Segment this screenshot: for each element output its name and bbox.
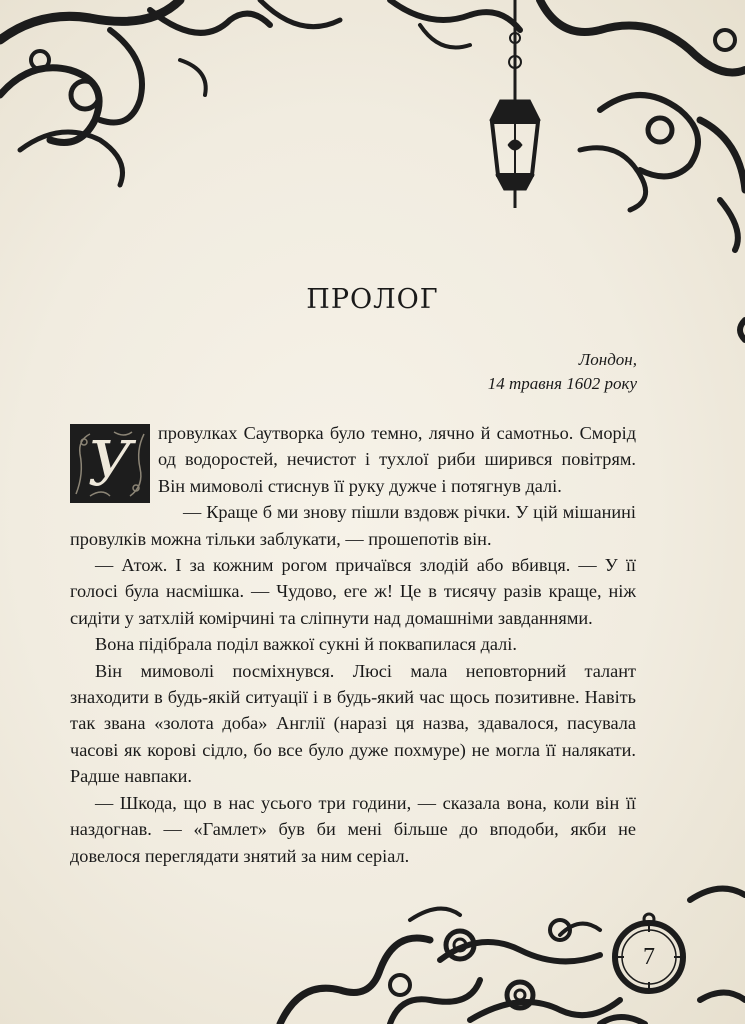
paragraph: Він мимоволі посміхнувся. Люсі мала неповторний талант знаходити в будь-якій ситуації і в будь-який час щось позитивне. Навіть так звана «золота доба» Англії (наразі ця назва, здавалося, пасувала часові як корові сідло, бо все було дуже похмуре) не могла її налякати. Радше навпаки.	[70, 660, 636, 787]
paragraph: — Краще б ми знову пішли вздовж річки. У цій мішанині провулків можна тільки заблукати, — прошепотів він.	[70, 502, 636, 549]
paragraph: провулках Саутворка було темно, лячно й самотньо. Сморід од водоростей, нечистот і тухлої риби ширився повітрям. Він мимоволі стиснув її руку дужче і потягнув далі.	[158, 423, 636, 496]
chapter-title: ПРОЛОГ	[306, 284, 439, 315]
drop-cap	[70, 424, 150, 503]
dateline	[488, 348, 637, 396]
paragraph: — Шкода, що в нас усього три години, — сказала вона, коли він її наздогнав. — «Гамлет» був би мені більше до вподоби, якби не довелося переглядати знятий за ним серіал.	[70, 792, 636, 866]
paragraph: — Атож. І за кожним рогом причаївся злодій або вбивця. — У її голосі була насмішка. — Чудово, еге ж! Це в тисячу разів краще, ніж сидіти у затхлій комірчині та сліпнути над домашніми завданнями.	[70, 555, 636, 628]
page-number: 7	[643, 944, 655, 970]
dateline-date: 14 травня 1602 року	[487, 374, 637, 393]
paragraph: Вона підібрала поділ важкої сукні й поквапилася далі.	[95, 634, 517, 655]
chapter-text	[70, 420, 636, 869]
drop-cap-letter: У	[87, 427, 133, 500]
dateline-place: Лондон,	[578, 350, 637, 369]
